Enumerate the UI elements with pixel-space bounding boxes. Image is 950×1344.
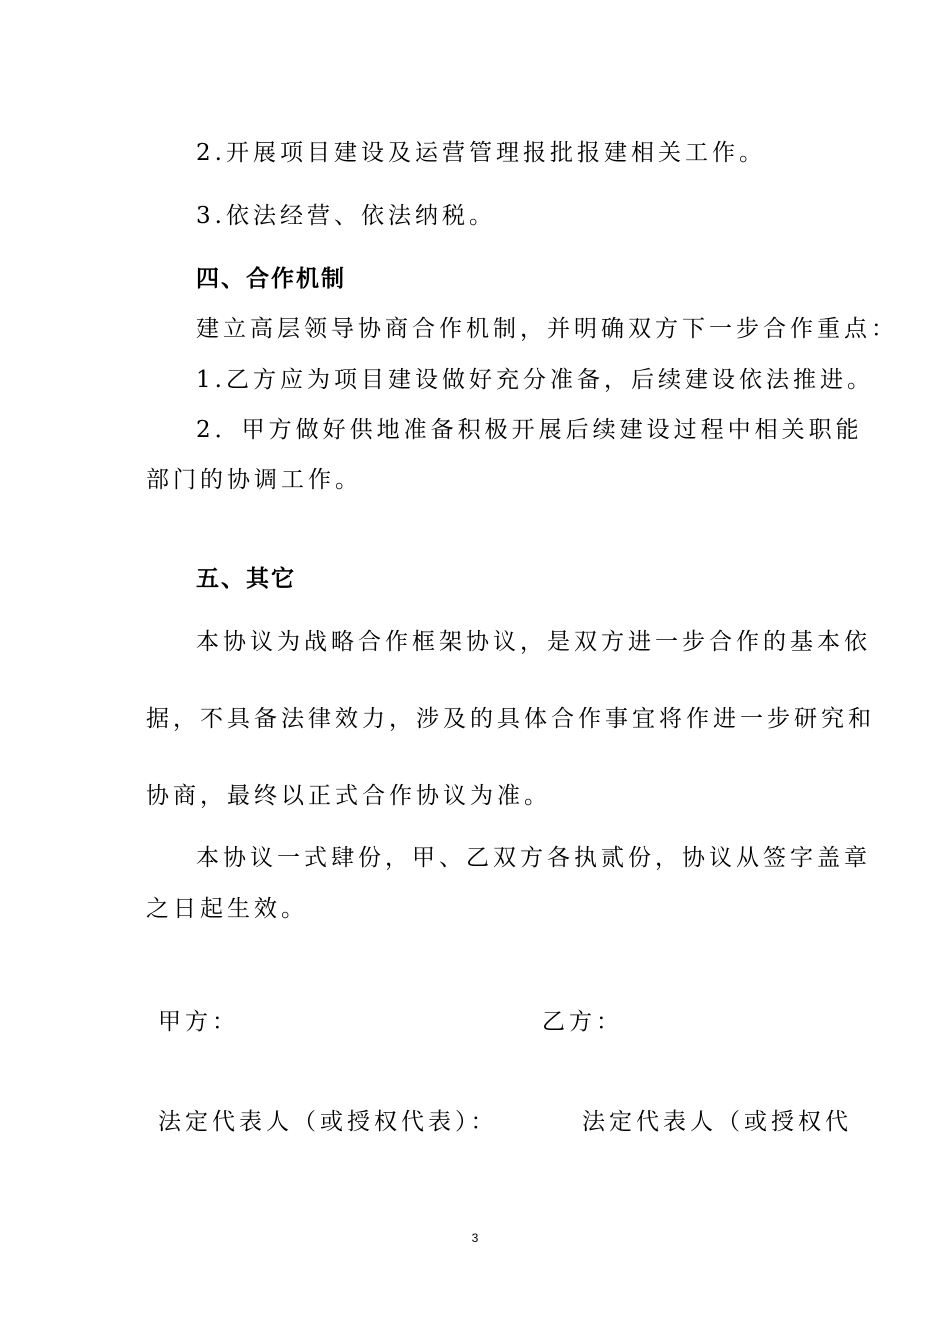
section3-item2: 2.开展项目建设及运营管理报批报建相关工作。 <box>196 140 766 166</box>
section4-item1: 1.乙方应为项目建设做好充分准备，后续建设依法推进。 <box>196 367 874 393</box>
section5-para1-line1: 本协议为战略合作框架协议，是双方进一步合作的基本依 <box>196 629 871 655</box>
section4-intro: 建立高层领导协商合作机制，并明确双方下一步合作重点： <box>196 316 898 342</box>
section5-para1-line2: 据，不具备法律效力，涉及的具体合作事宜将作进一步研究和 <box>146 706 875 732</box>
party-a-representative-label: 法定代表人（或授权代表）： <box>158 1109 498 1135</box>
party-b-representative-label: 法定代表人（或授权代 <box>582 1109 852 1135</box>
page-number: 3 <box>471 1231 479 1245</box>
party-b-label: 乙方： <box>542 1009 623 1035</box>
section3-item3: 3.依法经营、依法纳税。 <box>196 203 496 229</box>
section5-para1-line3: 协商，最终以正式合作协议为准。 <box>146 783 551 809</box>
section5-para2-line1: 本协议一式肆份，甲、乙双方各执贰份，协议从签字盖章 <box>196 845 871 871</box>
section4-item2-line2: 部门的协调工作。 <box>146 467 362 493</box>
section4-item2-line1: 2．甲方做好供地准备积极开展后续建设过程中相关职能 <box>196 417 863 443</box>
section5-heading: 五、其它 <box>196 566 296 592</box>
section5-para2-line2: 之日起生效。 <box>146 896 308 922</box>
party-a-label: 甲方： <box>158 1009 239 1035</box>
section4-heading: 四、合作机制 <box>196 266 346 292</box>
